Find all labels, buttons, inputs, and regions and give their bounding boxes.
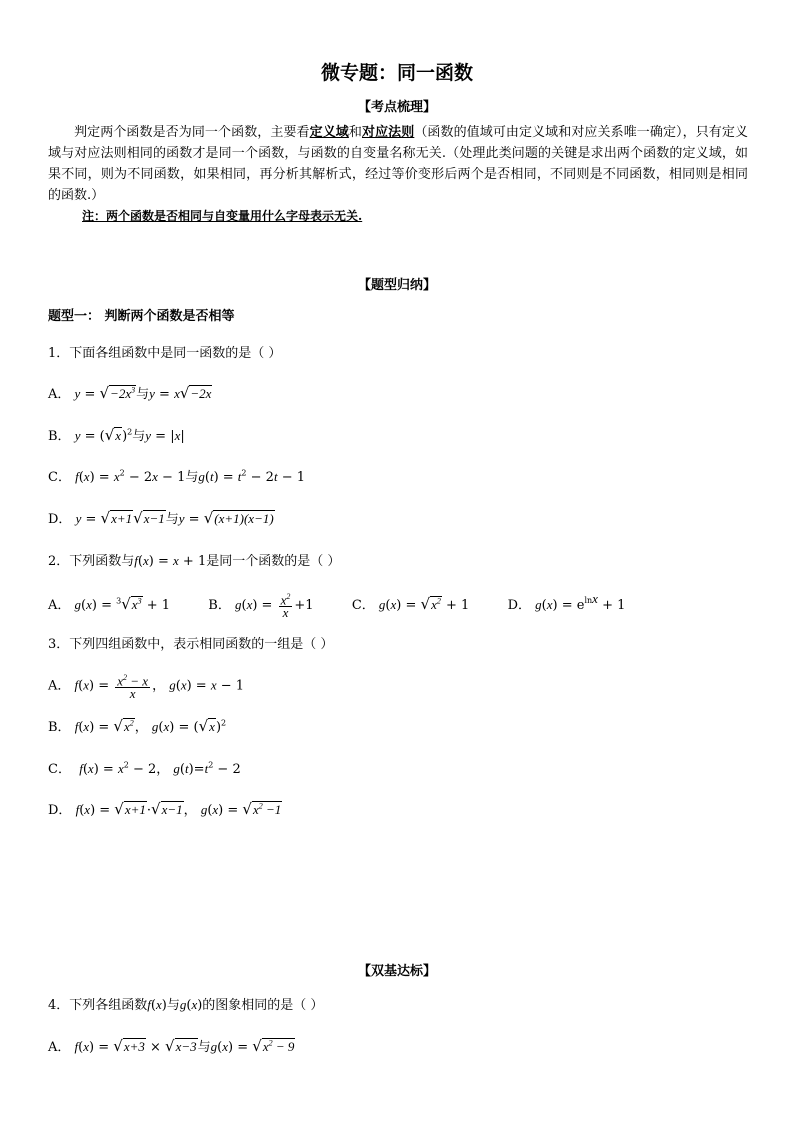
question-2-option-b: B． g(x) = $\frac{x^2}{x}$ +1 [208, 592, 314, 621]
question-2-stem: 2．下列函数与f(x) = x + 1是同一个函数的是（ ） [48, 553, 341, 569]
question-3-option-c: C． $f(x) = x^2 - 2$， $g(t)=t^2 - 2$ [48, 760, 241, 777]
question-4-stem: 4．下列各组函数f(x)与g(x)的图象相同的是（ ） [48, 997, 324, 1013]
note: 注：两个函数是否相同与自变量用什么字母表示无关. [82, 209, 363, 223]
page-title: 微专题：同一函数 [320, 62, 473, 84]
type-one-heading: 题型一： 判断两个函数是否相等 [48, 309, 235, 324]
question-3-option-a: A． f(x) = $\frac{x^2 - x}{x}$ ， g(x) = x − 1 [48, 673, 245, 702]
keyword-rule: 对应法则 [361, 125, 415, 140]
question-1-option-a: A． $y = √-2x^3$与y = x√−2x [48, 384, 212, 402]
question-1-option-c: C． $f(x) = x^2 - 2x - 1$与$g(t) = t^2 - 2t - 1$ [48, 468, 306, 485]
keyword-domain: 定义域 [309, 125, 349, 140]
question-2-options [48, 591, 625, 619]
question-1-stem: 1．下面各组函数中是同一函数的是（ ） [48, 346, 282, 361]
question-3-stem: 3．下列四组函数中，表示相同函数的一组是（ ） [48, 637, 334, 652]
question-3-option-d: D． f(x) = √x+1·√x−1， $g(x) = √x^2 -1$ [48, 800, 282, 818]
question-4-option-a: A． f(x) = √x+3 × √x−3与$g(x) = √x^2 - 9$ [48, 1037, 295, 1055]
question-1-option-b: B． $y = (√x)^2$与y = |x| [48, 426, 185, 444]
question-2-option-c: C． $g(x) = √x^2 + 1$ [351, 594, 470, 613]
section-heading-key-points: 【考点梳理】 [357, 100, 436, 115]
question-2-option-d: D． $g(x) = e^{lnx} + 1$ [507, 591, 626, 613]
intro-paragraph: 判定两个函数是否为同一个函数，主要看定义域和对应法则（函数的值域可由定义域和对应关系唯一确定），只有定义域与对应法则相同的函数才是同一个函数，与函数的自变量名称无关.（处理此类问题的关键是求出两个函数的定义域，如果不同，则为不同函数，如果相同，再分析其解析式，经过等价变形后两个是否相同，不同则是不同函数，相同则是相同的函数.） [48, 125, 748, 203]
section-heading-types: 【题型归纳】 [357, 278, 436, 293]
section-heading-practice: 【双基达标】 [357, 964, 436, 979]
question-1-option-d: D． y = √x+1√x−1与y = √(x+1)(x−1) [48, 509, 274, 527]
question-3-option-b: B． $f(x) = √x^2$， $g(x) = (√x)^2$ [48, 717, 227, 735]
question-2-option-a: A． $g(x) = ^3√x^3 + 1$ [48, 594, 170, 613]
